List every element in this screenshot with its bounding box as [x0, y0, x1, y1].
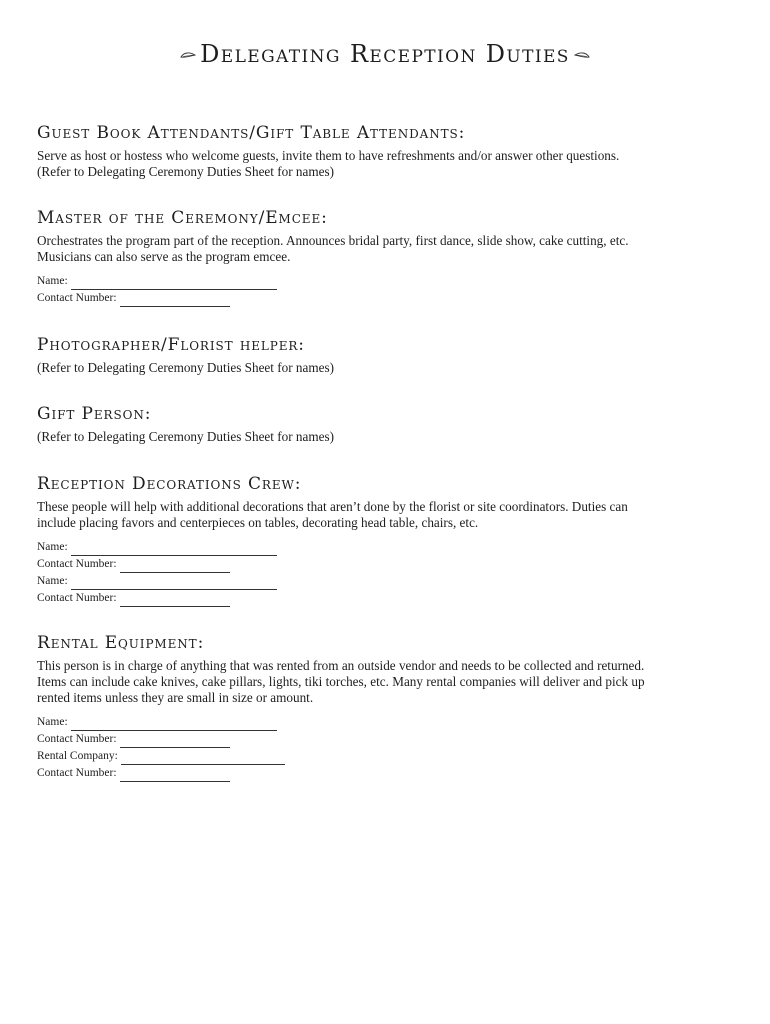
section-photographer-florist: [37, 334, 737, 376]
field-label: Name:: [37, 541, 68, 553]
contact-number-input-line[interactable]: [120, 560, 230, 573]
section-heading: Master of the Ceremony/Emcee:: [37, 208, 328, 228]
leaf-ornament-icon: [574, 51, 590, 61]
name-field: [37, 273, 737, 290]
section-text-line: rented items unless they are small in size or amount.: [37, 690, 314, 705]
field-label: Contact Number:: [37, 592, 117, 604]
section-heading: Guest Book Attendants/Gift Table Attendants:: [37, 123, 466, 143]
field-label: Rental Company:: [37, 750, 118, 762]
section-decorations-crew: [37, 473, 737, 607]
contact-number-input-line[interactable]: [120, 769, 230, 782]
contact-number-field: [37, 765, 737, 782]
section-heading: Gift Person:: [37, 404, 152, 424]
section-text-line: This person is in charge of anything that was rented from an outside vendor and needs to be collected and returned.: [37, 658, 645, 673]
rental-company-field: [37, 748, 737, 765]
field-label: Name:: [37, 716, 68, 728]
contact-number-field: [37, 556, 737, 573]
field-label: Contact Number:: [37, 733, 117, 745]
section-text-line: Orchestrates the program part of the reception. Announces bridal party, first dance, slide show, cake cutting, etc.: [37, 233, 629, 248]
section-text-line: Musicians can also serve as the program emcee.: [37, 249, 291, 264]
contact-number-input-line[interactable]: [120, 735, 230, 748]
section-text-line: These people will help with additional decorations that aren’t done by the florist or site coordinators. Duties can: [37, 499, 628, 514]
field-label: Contact Number:: [37, 292, 117, 304]
section-heading: Photographer/Florist helper:: [37, 335, 305, 355]
name-input-line[interactable]: [71, 543, 277, 556]
section-text-line: include placing favors and centerpieces on tables, decorating head table, chairs, etc.: [37, 515, 479, 530]
name-field: [37, 573, 737, 590]
field-label: Contact Number:: [37, 558, 117, 570]
name-field: [37, 714, 737, 731]
section-gift-person: [37, 403, 737, 445]
section-master-of-ceremony: [37, 207, 737, 307]
field-label: Contact Number:: [37, 767, 117, 779]
section-text-line: (Refer to Delegating Ceremony Duties Sheet for names): [37, 360, 334, 375]
contact-number-input-line[interactable]: [120, 294, 230, 307]
section-heading: Rental Equipment:: [37, 633, 205, 653]
section-text-line: (Refer to Delegating Ceremony Duties Sheet for names): [37, 429, 334, 444]
name-input-line[interactable]: [71, 577, 277, 590]
section-heading: Reception Decorations Crew:: [37, 474, 302, 494]
name-input-line[interactable]: [71, 718, 277, 731]
page-title-row: [0, 40, 770, 68]
section-rental-equipment: [37, 632, 737, 782]
field-label: Name:: [37, 275, 68, 287]
form-fields: [37, 714, 737, 782]
section-text-line: Items can include cake knives, cake pillars, lights, tiki torches, etc. Many rental companies will deliver and pick up: [37, 674, 645, 689]
section-text-line: Serve as host or hostess who welcome guests, invite them to have refreshments and/or answer other questions.: [37, 148, 620, 163]
leaf-ornament-icon: [180, 51, 196, 61]
section-guest-book: [37, 122, 737, 180]
name-input-line[interactable]: [71, 277, 277, 290]
contact-number-field: [37, 290, 737, 307]
contact-number-input-line[interactable]: [120, 594, 230, 607]
name-field: [37, 539, 737, 556]
contact-number-field: [37, 731, 737, 748]
section-text-line: (Refer to Delegating Ceremony Duties Sheet for names): [37, 164, 334, 179]
form-fields: [37, 273, 737, 307]
field-label: Name:: [37, 575, 68, 587]
contact-number-field: [37, 590, 737, 607]
form-fields: [37, 539, 737, 607]
page-title: Delegating Reception Duties: [200, 40, 570, 68]
rental-company-input-line[interactable]: [121, 752, 285, 765]
